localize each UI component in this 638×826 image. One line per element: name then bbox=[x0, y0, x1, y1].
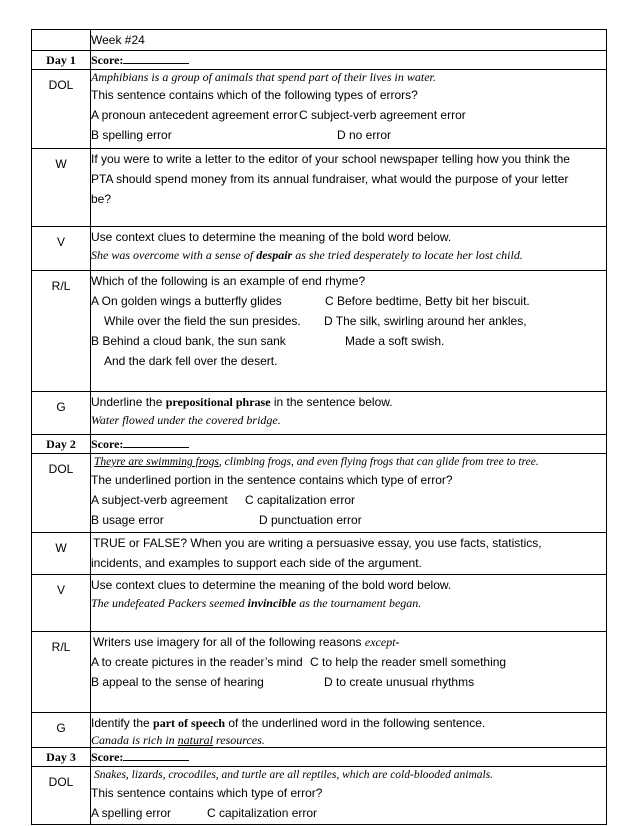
day1-dol-label-cell bbox=[32, 70, 91, 149]
day1-g-sentence: Water flowed under the covered bridge. bbox=[91, 413, 281, 427]
day2-rl-label: R/L bbox=[51, 640, 71, 654]
day1-rl-row bbox=[32, 271, 607, 392]
day1-rl-choice-a2: While over the field the sun presides. bbox=[104, 314, 301, 328]
week-cell bbox=[91, 30, 607, 51]
day1-w-line1: If you were to write a letter to the editor of your school newspaper telling how you think the bbox=[91, 152, 570, 166]
day1-g-instruction: Underline the prepositional phrase in the sentence below. bbox=[91, 395, 393, 409]
day3-row bbox=[32, 748, 607, 767]
day2-w-row bbox=[32, 533, 607, 575]
day3-score-cell bbox=[91, 748, 607, 767]
day1-dol-choice-d: D no error bbox=[337, 128, 392, 142]
day2-score-label: Score: bbox=[91, 437, 124, 451]
day2-dol-question: The underlined portion in the sentence contains which type of error? bbox=[91, 473, 453, 487]
day1-w-line3: be? bbox=[91, 192, 112, 206]
day1-g-content bbox=[91, 392, 607, 435]
day2-dol-sentence: Theyre are swimming frogs, climbing frogs, and even flying frogs that can glide from tree to tree. bbox=[94, 456, 539, 468]
week-row bbox=[32, 30, 607, 51]
day2-dol-choice-d: D punctuation error bbox=[259, 513, 362, 527]
day2-v-sentence: The undefeated Packers seemed invincible as the tournament began. bbox=[91, 596, 422, 610]
week-title: Week #24 bbox=[91, 33, 145, 47]
day1-w-row bbox=[32, 149, 607, 227]
day1-score-cell bbox=[91, 51, 607, 70]
day2-g-row bbox=[32, 713, 607, 748]
day2-v-bold-word: invincible bbox=[247, 596, 297, 610]
day2-rl-question: Writers use imagery for all of the following reasons except- bbox=[93, 635, 400, 649]
day1-dol-content bbox=[91, 70, 607, 149]
day1-v-label-cell bbox=[32, 227, 91, 271]
day1-v-row bbox=[32, 227, 607, 271]
day2-score-blank bbox=[123, 437, 189, 448]
day2-rl-label-cell bbox=[32, 632, 91, 713]
day1-dol-sentence: Amphibians is a group of animals that spend part of their lives in water. bbox=[91, 70, 436, 84]
day1-rl-choice-b1: B Behind a cloud bank, the sun sank bbox=[91, 334, 286, 348]
day1-score-label: Score: bbox=[91, 53, 124, 67]
day3-dol-content bbox=[91, 767, 607, 825]
day1-dol-choice-b: B spelling error bbox=[91, 128, 172, 142]
day2-g-instruction: Identify the part of speech of the underlined word in the following sentence. bbox=[91, 716, 486, 730]
day2-rl-content bbox=[91, 632, 607, 713]
day2-dol-row bbox=[32, 454, 607, 533]
day2-w-line2: incidents, and examples to support each side of the argument. bbox=[91, 556, 422, 570]
day1-rl-label: R/L bbox=[51, 279, 71, 293]
day1-row bbox=[32, 51, 607, 70]
day3-score-label: Score: bbox=[91, 750, 124, 764]
day1-v-sentence: She was overcome with a sense of despair as she tried desperately to locate her lost child. bbox=[91, 248, 523, 262]
day1-rl-choice-c1: C Before bedtime, Betty bit her biscuit. bbox=[325, 294, 530, 308]
day1-w-content bbox=[91, 149, 607, 227]
day1-score-blank bbox=[123, 53, 189, 64]
day1-rl-question: Which of the following is an example of end rhyme? bbox=[91, 274, 366, 288]
day2-rl-choice-d: D to create unusual rhythms bbox=[324, 675, 475, 689]
day2-w-label: W bbox=[55, 541, 67, 555]
day1-rl-content bbox=[91, 271, 607, 392]
day2-label: Day 2 bbox=[32, 435, 91, 454]
day2-g-label: G bbox=[56, 721, 66, 735]
day1-g-row bbox=[32, 392, 607, 435]
day2-rl-except: except bbox=[364, 635, 396, 649]
day1-dol-question: This sentence contains which of the following types of errors? bbox=[91, 88, 418, 102]
day1-v-bold-word: despair bbox=[256, 248, 293, 262]
day2-dol-label: DOL bbox=[48, 462, 74, 476]
day2-g-underlined-word: natural bbox=[177, 733, 214, 747]
day3-dol-sentence: Snakes, lizards, crocodiles, and turtle are all reptiles, which are cold-blooded animals. bbox=[94, 769, 494, 781]
day2-v-row bbox=[32, 575, 607, 632]
day1-v-instruction: Use context clues to determine the meaning of the bold word below. bbox=[91, 230, 452, 244]
worksheet-table bbox=[31, 29, 607, 825]
day2-g-sentence: Canada is rich in natural resources. bbox=[91, 733, 265, 747]
day2-score-cell bbox=[91, 435, 607, 454]
day2-w-line1: TRUE or FALSE? When you are writing a persuasive essay, you use facts, statistics, bbox=[93, 536, 542, 550]
day1-g-label: G bbox=[56, 400, 66, 414]
day1-rl-label-cell bbox=[32, 271, 91, 392]
day1-dol-row bbox=[32, 70, 607, 149]
day2-row bbox=[32, 435, 607, 454]
day1-g-bold-term: prepositional phrase bbox=[165, 395, 271, 409]
day3-score-blank bbox=[123, 750, 189, 761]
day1-v-content bbox=[91, 227, 607, 271]
day2-dol-choice-a: A subject-verb agreement bbox=[91, 493, 228, 507]
day2-g-bold-term: part of speech bbox=[153, 716, 226, 730]
day2-w-label-cell bbox=[32, 533, 91, 575]
day3-dol-row bbox=[32, 767, 607, 825]
day1-g-label-cell bbox=[32, 392, 91, 435]
day2-v-label: V bbox=[56, 583, 65, 597]
day3-dol-label-cell bbox=[32, 767, 91, 825]
day3-dol-label: DOL bbox=[48, 775, 74, 789]
blank-label-cell bbox=[32, 30, 91, 51]
day2-g-label-cell bbox=[32, 713, 91, 748]
day2-v-content bbox=[91, 575, 607, 632]
day2-v-instruction: Use context clues to determine the meaning of the bold word below. bbox=[91, 578, 452, 592]
day1-w-label-cell bbox=[32, 149, 91, 227]
day2-dol-choice-c: C capitalization error bbox=[245, 493, 356, 507]
day1-w-line2: PTA should spend money from its annual fundraiser, what would the purpose of your letter bbox=[91, 172, 569, 186]
day3-dol-question: This sentence contains which type of error? bbox=[91, 786, 323, 800]
day1-v-label: V bbox=[56, 235, 65, 249]
day2-rl-choice-a: A to create pictures in the reader’s mind bbox=[91, 655, 303, 669]
day2-dol-content bbox=[91, 454, 607, 533]
day2-rl-choice-c: C to help the reader smell something bbox=[310, 655, 507, 669]
day1-dol-label: DOL bbox=[48, 78, 74, 92]
day1-label: Day 1 bbox=[32, 51, 91, 70]
day1-dol-choice-c: C subject-verb agreement error bbox=[299, 108, 466, 122]
day1-dol-choice-a: A pronoun antecedent agreement error bbox=[91, 108, 298, 122]
day2-w-content bbox=[91, 533, 607, 575]
day3-dol-choice-c: C capitalization error bbox=[207, 806, 318, 820]
day1-rl-choice-d1: D The silk, swirling around her ankles, bbox=[324, 314, 527, 328]
day2-g-content bbox=[91, 713, 607, 748]
day2-rl-row bbox=[32, 632, 607, 713]
day1-w-label: W bbox=[55, 157, 67, 171]
day3-label: Day 3 bbox=[32, 748, 91, 767]
day2-dol-underlined: Theyre are swimming frogs bbox=[94, 456, 219, 468]
day2-dol-label-cell bbox=[32, 454, 91, 533]
day1-rl-choice-a1: A On golden wings a butterfly glides bbox=[91, 294, 282, 308]
day1-rl-choice-d2: Made a soft swish. bbox=[345, 334, 445, 348]
day1-rl-choice-b2: And the dark fell over the desert. bbox=[104, 354, 278, 368]
day2-dol-choice-b: B usage error bbox=[91, 513, 164, 527]
day3-dol-choice-a: A spelling error bbox=[91, 806, 172, 820]
day2-v-label-cell bbox=[32, 575, 91, 632]
day2-rl-choice-b: B appeal to the sense of hearing bbox=[91, 675, 264, 689]
